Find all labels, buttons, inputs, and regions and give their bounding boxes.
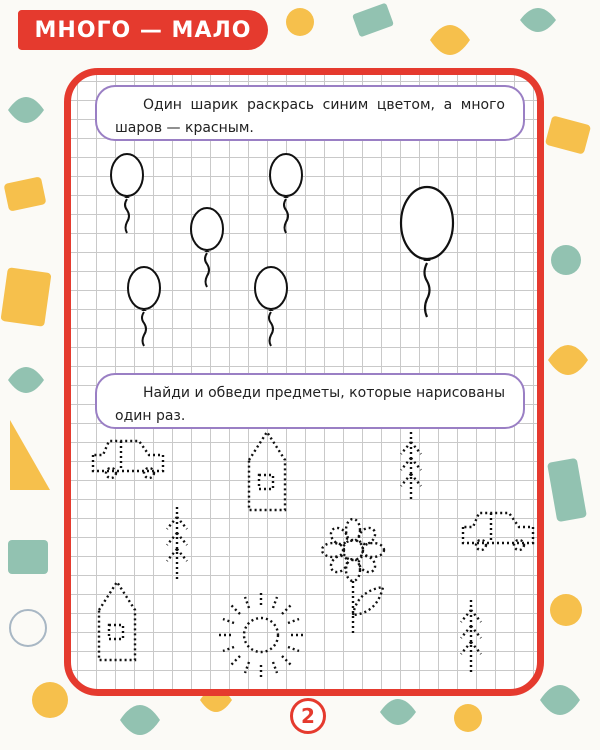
fir-tree-icon[interactable]	[461, 600, 481, 672]
exercise-frame	[64, 68, 544, 696]
book-doodle	[8, 540, 48, 574]
balloon-icon[interactable]	[111, 154, 143, 233]
flower-icon[interactable]	[322, 519, 384, 633]
mouse-doodle	[10, 610, 46, 646]
book-doodle	[545, 115, 591, 154]
triangle-ruler-doodle	[10, 420, 50, 490]
car-icon[interactable]	[463, 513, 533, 550]
leaf-doodle	[520, 8, 556, 32]
balloon-icon[interactable]	[270, 154, 302, 233]
book-doodle	[352, 3, 394, 38]
leaf-doodle	[430, 25, 470, 55]
task-balloons-instruction: Один шарик раскрась синим цветом, а много шаров — красным.	[95, 85, 525, 141]
exercise-drawings	[71, 75, 537, 689]
leaf-doodle	[120, 705, 160, 735]
leaf-doodle	[8, 97, 44, 123]
house-icon[interactable]	[249, 432, 285, 510]
ruler-doodle	[547, 458, 587, 522]
page-title-banner	[18, 10, 268, 50]
apple-doodle	[32, 682, 68, 718]
car-icon[interactable]	[93, 441, 163, 478]
book-doodle	[4, 176, 47, 211]
sun-icon[interactable]	[219, 593, 303, 677]
notebook-doodle	[0, 267, 51, 327]
balloon-icon[interactable]	[128, 267, 160, 346]
balloon-icon[interactable]	[191, 208, 223, 287]
apple-doodle	[454, 704, 482, 732]
fir-tree-icon[interactable]	[401, 432, 421, 502]
leaf-doodle	[286, 8, 314, 36]
apple-doodle	[550, 594, 582, 626]
balloon-icon[interactable]	[255, 267, 287, 346]
page-number-badge: 2	[290, 698, 326, 734]
apple-doodle	[551, 245, 581, 275]
page-title: МНОГО — МАЛО	[34, 17, 252, 43]
leaf-doodle	[540, 685, 580, 715]
fir-tree-icon[interactable]	[167, 507, 187, 579]
leaf-doodle	[548, 345, 588, 375]
leaf-doodle	[380, 699, 416, 725]
leaf-doodle	[8, 367, 44, 393]
task-find-once-instruction: Найди и обведи предметы, которые нарисованы один раз.	[95, 373, 525, 429]
big-balloon-icon[interactable]	[401, 187, 453, 317]
house-icon[interactable]	[99, 582, 135, 660]
